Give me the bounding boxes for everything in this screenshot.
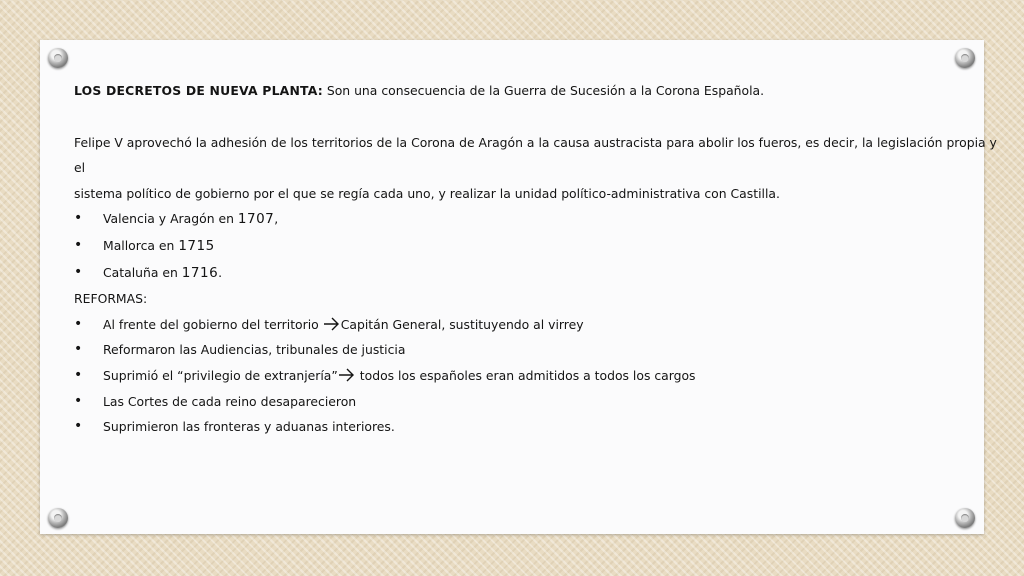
pushpin-icon-top-right: [955, 48, 975, 68]
reform-text: Suprimió el “privilegio de extranjería”: [103, 367, 338, 383]
bullet: •: [74, 315, 83, 332]
bullet: •: [74, 263, 83, 280]
slide-title: LOS DECRETOS DE NUEVA PLANTA:: [74, 83, 323, 98]
spacer: [74, 104, 999, 130]
reform-text: Las Cortes de cada reino desaparecieron: [103, 393, 357, 409]
list-item: [74, 312, 999, 338]
list-item: [74, 233, 999, 260]
paragraph-line-2: sistema político de gobierno por el que se regía cada uno, y realizar la unidad político-administrativa con Castilla.: [74, 185, 780, 201]
list-item: [74, 337, 999, 363]
arrow-right-icon: [323, 317, 341, 331]
bullet: •: [74, 418, 83, 435]
list-item: [74, 363, 999, 389]
reform-text: Capitán General, sustituyendo al virrey: [340, 316, 584, 332]
territory-suffix: ,: [274, 211, 279, 227]
list-item: [74, 206, 999, 233]
pushpin-icon-bottom-left: [48, 508, 68, 528]
territory-year: 1715: [178, 237, 215, 254]
territories-list: [74, 206, 999, 286]
bullet: •: [74, 236, 83, 253]
reform-text: todos los españoles eran admitidos a todos los cargos: [355, 367, 696, 383]
heading-line: [74, 78, 999, 104]
list-item: [74, 389, 999, 415]
territory-year: 1707: [237, 211, 275, 228]
list-item: [74, 260, 999, 287]
arrow-right-icon: [338, 368, 356, 382]
territory-year: 1716: [181, 264, 219, 281]
territory-text: Cataluña en: [103, 264, 182, 280]
territory-suffix: .: [218, 264, 223, 280]
bullet: •: [74, 392, 83, 409]
territory-text: Valencia y Aragón en: [103, 211, 238, 227]
bullet: •: [74, 366, 83, 383]
reforms-list: [74, 312, 999, 440]
heading-text: Son una consecuencia de la Guerra de Sucesión a la Corona Española.: [322, 83, 765, 98]
pushpin-icon-bottom-right: [955, 508, 975, 528]
bullet: •: [74, 210, 83, 227]
paragraph-line-1: Felipe V aprovechó la adhesión de los territorios de la Corona de Aragón a la causa austracista para abolir los fueros, es decir, la legislación propia y el: [74, 134, 997, 176]
reform-text: Al frente del gobierno del territorio: [103, 316, 323, 332]
territory-text: Mallorca en: [103, 237, 179, 253]
list-item: [74, 414, 999, 440]
bullet: •: [74, 341, 83, 358]
reform-text: Reformaron las Audiencias, tribunales de justicia: [103, 342, 406, 358]
reform-text: Suprimieron las fronteras y aduanas interiores.: [103, 419, 395, 435]
pushpin-icon-top-left: [48, 48, 68, 68]
reforms-label: REFORMAS:: [74, 291, 148, 307]
slide-content: [74, 78, 999, 440]
